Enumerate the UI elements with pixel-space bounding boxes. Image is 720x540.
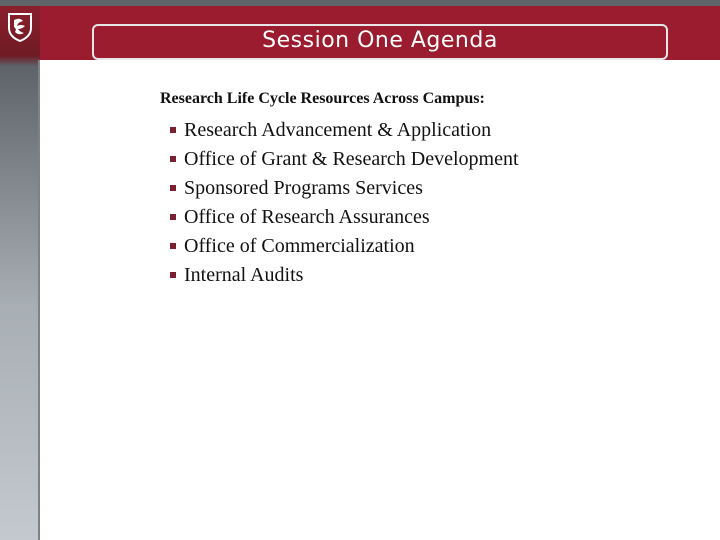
agenda-content [160,88,680,290]
list-item [170,261,680,290]
square-bullet-icon [170,127,176,133]
list-item-text: Sponsored Programs Services [184,177,423,199]
square-bullet-icon [170,243,176,249]
square-bullet-icon [170,185,176,191]
slide-title: Session One Agenda [262,28,498,53]
list-item [170,232,680,261]
list-item-text: Office of Commercialization [184,235,415,257]
left-sidebar-strip [0,6,40,540]
list-item-text: Office of Grant & Research Development [184,148,519,170]
list-item [170,116,680,145]
wsu-logo-icon [7,12,33,42]
list-item [170,145,680,174]
square-bullet-icon [170,272,176,278]
agenda-heading: Research Life Cycle Resources Across Campus: [160,90,485,107]
list-item-text: Office of Research Assurances [184,206,430,228]
list-item-text: Research Advancement & Application [184,119,492,141]
list-item [170,203,680,232]
list-item-text: Internal Audits [184,264,304,286]
square-bullet-icon [170,156,176,162]
square-bullet-icon [170,214,176,220]
agenda-list [160,116,680,290]
left-strip-edge [38,60,40,540]
list-item [170,174,680,203]
